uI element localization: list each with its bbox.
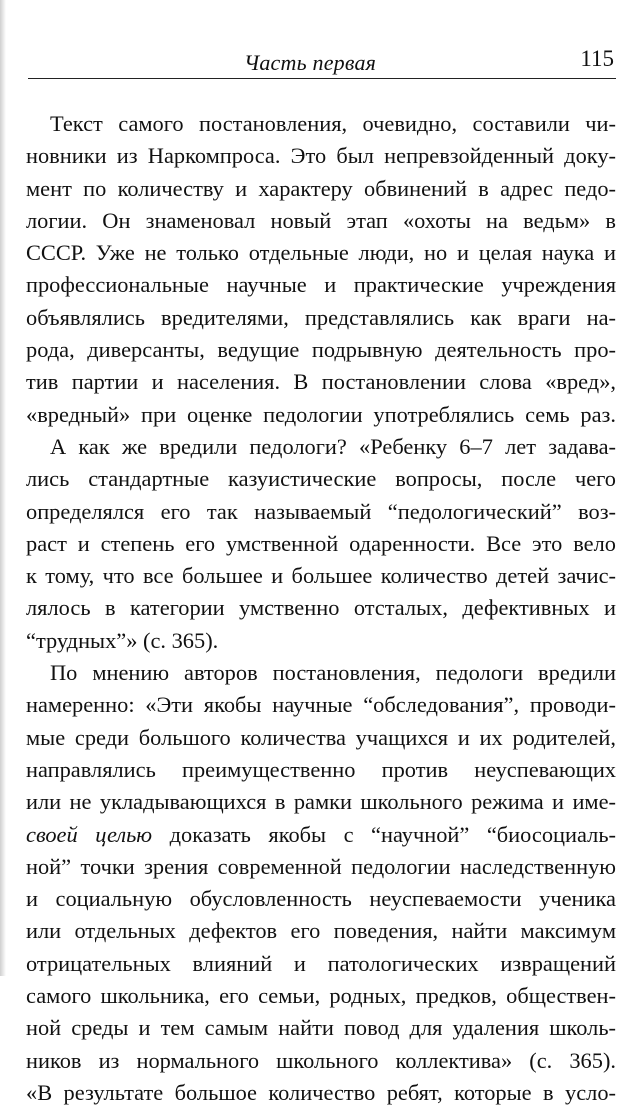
- page-number: 115: [580, 46, 614, 71]
- text-line: По мнению авторов постановления, педологи вредили: [50, 660, 616, 686]
- page-gutter-shadow: [0, 0, 6, 976]
- text-line: лись стандартные казуистические вопросы, после чего: [26, 466, 616, 492]
- text-line: раст и степень его умственной одаренности. Все это вело: [26, 530, 616, 556]
- text-line: логии. Он знаменовал новый этап «охоты на ведьм» в: [26, 207, 616, 233]
- header-rule: [28, 78, 616, 79]
- text-line: мые среди большого количества учащихся и их родителей,: [26, 724, 616, 750]
- text-line: или отдельных дефектов его поведения, найти максимум: [26, 918, 616, 944]
- text-line: ной среды и тем самым найти повод для удаления школь-: [26, 1015, 616, 1041]
- text-line: тив партии и населения. В постановлении слова «вред»,: [26, 369, 616, 395]
- text-line: профессиональные научные и практические учреждения: [26, 272, 616, 298]
- running-head: [28, 40, 616, 84]
- text-line: и социальную обусловленность неуспеваемости ученика: [26, 886, 616, 912]
- text-line: направлялись преимущественно против неуспевающих: [26, 756, 616, 782]
- text-line: Текст самого постановления, очевидно, составили чи-: [50, 111, 616, 136]
- text-line: «вредный» при оценке педологии употреблялись семь раз.: [26, 401, 616, 427]
- text-line: ной” точки зрения современной педологии наследственную: [26, 853, 616, 879]
- text-line: новники из Наркомпроса. Это был непревзойденный доку-: [26, 143, 616, 169]
- text-line: ников из нормального школьного коллектива» (с. 365).: [26, 1047, 616, 1073]
- text-line: А как же вредили педологи? «Ребенку 6–7 лет задава-: [50, 433, 616, 459]
- text-line: [26, 819, 616, 851]
- text-line: СССР. Уже не только отдельные люди, но и целая наука и: [26, 240, 616, 266]
- section-title: Часть первая: [244, 50, 377, 75]
- text-line: или не укладывающихся в рамки школьного режима и име-: [26, 789, 616, 815]
- text-line: “трудных”» (с. 365).: [26, 627, 219, 653]
- italic-emphasis: своей целью: [26, 821, 153, 847]
- text-line: намеренно: «Эти якобы научные “обследования”, проводи-: [26, 692, 616, 718]
- text-line-rest: доказать якобы с “научной” “биосоциаль-: [169, 821, 616, 847]
- text-line: мент по количеству и характеру обвинений в адрес педо-: [26, 175, 616, 201]
- text-line: определялся его так называемый “педологический” воз-: [26, 498, 616, 524]
- text-line: рода, диверсанты, ведущие подрывную деятельность про-: [26, 337, 616, 363]
- body-text: [26, 108, 616, 1109]
- text-line: «В результате большое количество ребят, которые в усло-: [26, 1079, 616, 1105]
- text-line: лялось в категории умственно отсталых, дефективных и: [26, 595, 616, 621]
- text-line: самого школьника, его семьи, родных, предков, обществен-: [26, 983, 616, 1009]
- text-line: объявлялись вредителями, представлялись как враги на-: [26, 304, 616, 330]
- text-line: отрицательных влияний и патологических извращений: [26, 950, 616, 976]
- text-line: к тому, что все большее и большее количество детей зачис-: [26, 563, 616, 589]
